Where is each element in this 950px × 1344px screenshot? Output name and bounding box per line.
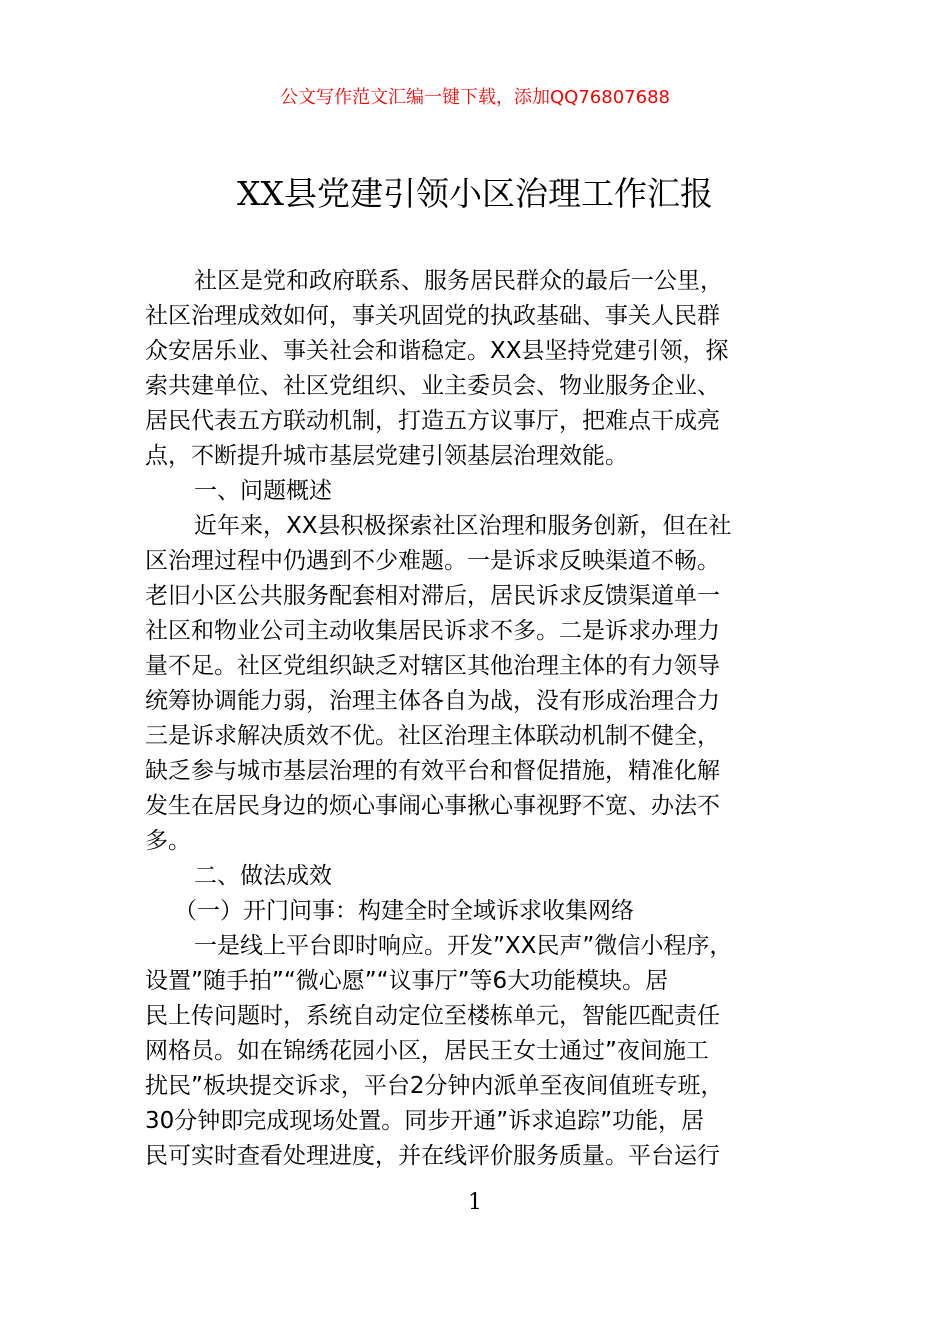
section-heading: 一、问题概述 (194, 478, 332, 504)
download-note: 公文写作范文汇编一键下载，添加QQ76807688 (280, 87, 670, 108)
body-line: 多。 (145, 828, 191, 854)
body-line: 点，不断提升城市基层党建引领基层治理效能。 (145, 443, 628, 469)
body-line: 民上传问题时，系统自动定位至楼栋单元，智能匹配责任 (145, 1003, 720, 1029)
body-line: 统筹协调能力弱，治理主体各自为战，没有形成治理合力 (145, 688, 720, 714)
body-line: 三是诉求解决质效不优。社区治理主体联动机制不健全， (145, 723, 720, 749)
section-heading: 二、做法成效 (194, 863, 332, 889)
body-line: 社区治理成效如何，事关巩固党的执政基础、事关人民群 (145, 303, 720, 329)
body-line: 30分钟即完成现场处置。同步开通”诉求追踪”功能，居 (145, 1108, 705, 1134)
subsection-heading: （一）开门问事：构建全时全域诉求收集网络 (174, 898, 634, 924)
body-line: 居民代表五方联动机制，打造五方议事厅，把难点干成亮 (145, 408, 720, 434)
body-line: 缺乏参与城市基层治理的有效平台和督促措施，精准化解 (145, 758, 720, 784)
document-title: XX县党建引领小区治理工作汇报 (237, 174, 713, 213)
body-line: 民可实时查看处理进度，并在线评价服务质量。平台运行 (145, 1143, 720, 1169)
body-line: 近年来，XX县积极探索社区治理和服务创新，但在社 (194, 513, 732, 539)
body-line: 老旧小区公共服务配套相对滞后，居民诉求反馈渠道单一 (145, 583, 720, 609)
body-line: 发生在居民身边的烦心事闹心事揪心事视野不宽、办法不 (145, 793, 720, 819)
body-line: 网格员。如在锦绣花园小区，居民王女士通过”夜间施工 (145, 1038, 709, 1064)
body-line: 社区和物业公司主动收集居民诉求不多。二是诉求办理力 (145, 618, 720, 644)
body-line: 索共建单位、社区党组织、业主委员会、物业服务企业、 (145, 373, 720, 399)
body-line: 社区是党和政府联系、服务居民群众的最后一公里， (194, 268, 723, 294)
body-line: 众安居乐业、事关社会和谐稳定。XX县坚持党建引领，探 (145, 338, 729, 364)
body-line: 设置”随手拍”“微心愿”“议事厅”等6大功能模块。居 (145, 968, 669, 994)
body-line: 量不足。社区党组织缺乏对辖区其他治理主体的有力领导 (145, 653, 720, 679)
body-line: 扰民”板块提交诉求，平台2分钟内派单至夜间值班专班， (145, 1073, 724, 1099)
body-line: 一是线上平台即时响应。开发”XX民声”微信小程序， (194, 933, 733, 959)
page-number: 1 (468, 1190, 482, 1215)
body-line: 区治理过程中仍遇到不少难题。一是诉求反映渠道不畅。 (145, 548, 720, 574)
